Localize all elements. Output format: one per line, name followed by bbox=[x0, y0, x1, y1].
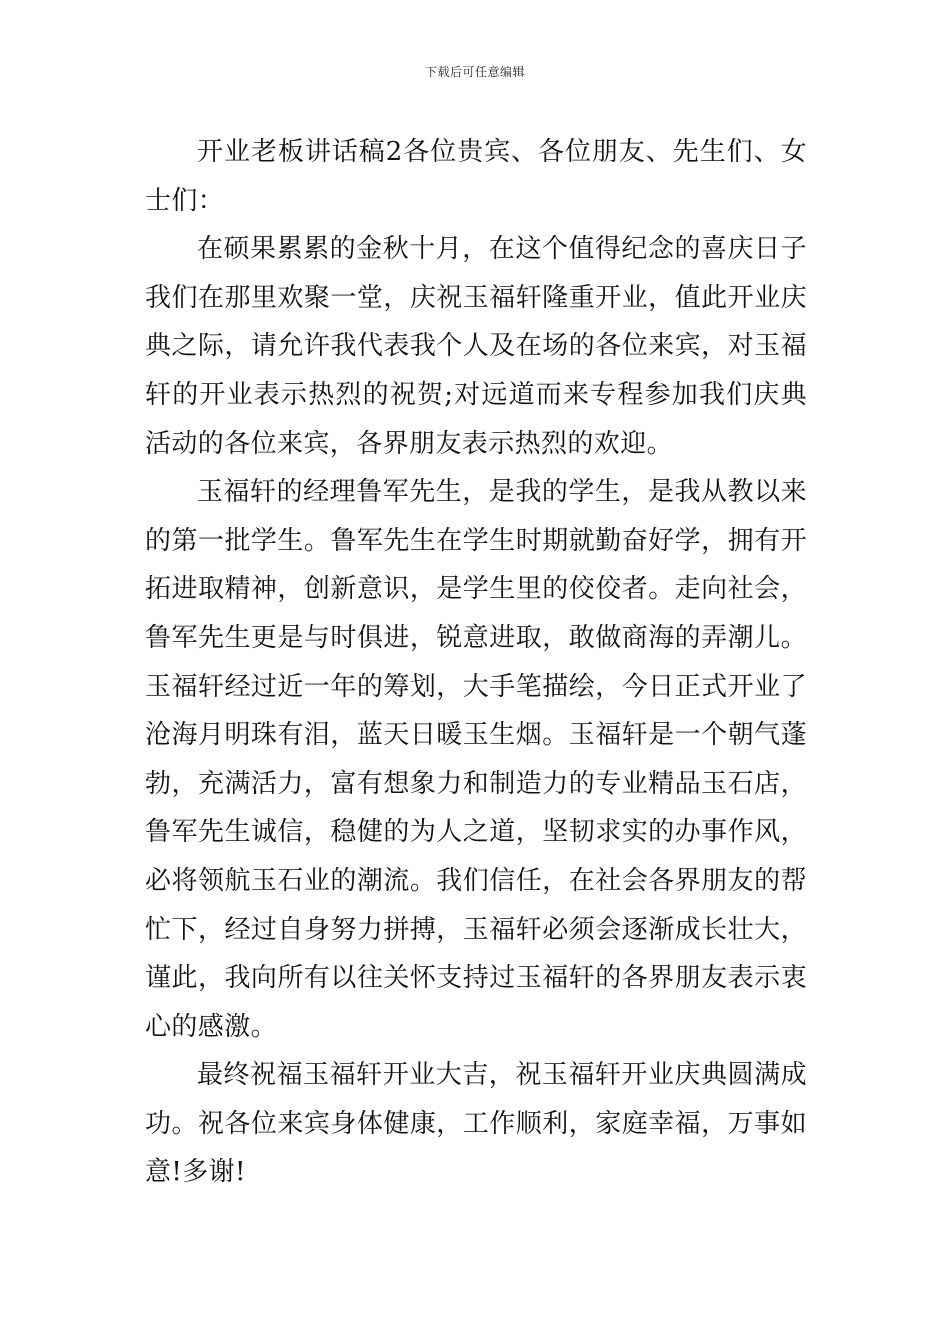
document-body bbox=[145, 128, 807, 1197]
paragraph-manager: 玉福轩的经理鲁军先生，是我的学生，是我从教以来的第一批学生。鲁军先生在学生时期就勤奋好学，拥有开拓进取精神，创新意识，是学生里的佼佼者。走向社会，鲁军先生更是与时俱进，锐意进取，敢做商海的弄潮儿。玉福轩经过近一年的筹划，大手笔描绘，今日正式开业了沧海月明珠有泪，蓝天日暖玉生烟。玉福轩是一个朝气蓬勃，充满活力，富有想象力和制造力的专业精品玉石店，鲁军先生诚信，稳健的为人之道，坚韧求实的办事作风，必将领航玉石业的潮流。我们信任，在社会各界朋友的帮忙下，经过自身努力拼搏，玉福轩必须会逐渐成长壮大，谨此，我向所有以往关怀支持过玉福轩的各界朋友表示衷心的感激。 bbox=[145, 477, 807, 1042]
page-header-note: 下载后可任意编辑 bbox=[424, 65, 525, 79]
paragraph-closing: 最终祝福玉福轩开业大吉，祝玉福轩开业庆典圆满成功。祝各位来宾身体健康，工作顺利，家庭幸福，万事如意!多谢! bbox=[145, 1060, 807, 1188]
paragraph-welcome: 在硕果累累的金秋十月，在这个值得纪念的喜庆日子我们在那里欢聚一堂，庆祝玉福轩隆重开业，值此开业庆典之际，请允许我代表我个人及在场的各位来宾，对玉福轩的开业表示热烈的祝贺;对远道而来专程参加我们庆典活动的各位来宾，各界朋友表示热烈的欢迎。 bbox=[145, 234, 807, 459]
paragraph-opening: 开业老板讲话稿2各位贵宾、各位朋友、先生们、女士们： bbox=[145, 137, 807, 216]
